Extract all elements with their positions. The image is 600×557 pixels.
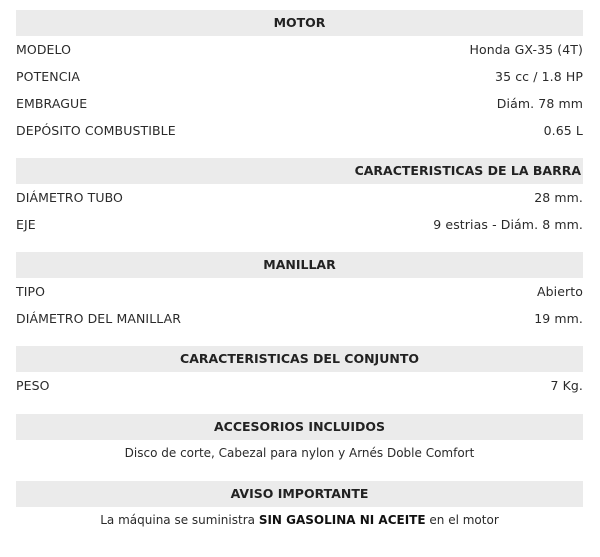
spec-row-peso: [16, 372, 583, 399]
aviso-text-before: La máquina se suministra: [100, 513, 255, 527]
spec-value: 0.65 L: [543, 123, 583, 138]
spec-label: POTENCIA: [16, 69, 81, 84]
spec-row-diametro-tubo: [16, 184, 583, 211]
barra-header: CARACTERISTICAS DE LA BARRA: [16, 158, 583, 184]
spec-label: EJE: [16, 217, 36, 232]
spec-row-potencia: [16, 63, 583, 90]
spec-label: PESO: [16, 378, 50, 393]
spec-label: DEPÓSITO COMBUSTIBLE: [16, 123, 176, 138]
spec-row-modelo: [16, 36, 583, 63]
aviso-header: AVISO IMPORTANTE: [16, 481, 583, 507]
motor-section: [16, 10, 583, 144]
manillar-section: [16, 252, 583, 332]
spec-label: TIPO: [16, 284, 46, 299]
conjunto-header: CARACTERISTICAS DEL CONJUNTO: [16, 346, 583, 372]
motor-header: MOTOR: [16, 10, 583, 36]
spec-value: Diám. 78 mm: [496, 96, 583, 111]
spec-label: EMBRAGUE: [16, 96, 88, 111]
spec-value: 7 Kg.: [550, 378, 583, 393]
accesorios-section: [16, 414, 583, 466]
conjunto-section: [16, 346, 583, 399]
spec-row-diametro-manillar: [16, 305, 583, 332]
spec-value: Abierto: [536, 284, 583, 299]
spec-row-embrague: [16, 90, 583, 117]
spec-row-tipo: [16, 278, 583, 305]
aviso-text: [16, 507, 583, 533]
spec-label: DIÁMETRO DEL MANILLAR: [16, 311, 182, 326]
spec-value: Honda GX-35 (4T): [469, 42, 583, 57]
aviso-text-after: en el motor: [429, 513, 499, 527]
accesorios-header: ACCESORIOS INCLUIDOS: [16, 414, 583, 440]
spec-label: MODELO: [16, 42, 72, 57]
spec-row-eje: [16, 211, 583, 238]
accesorios-text: Disco de corte, Cabezal para nylon y Arnés Doble Comfort: [124, 446, 475, 460]
spec-value: 35 cc / 1.8 HP: [495, 69, 583, 84]
aviso-section: [16, 481, 583, 533]
spec-value: 28 mm.: [534, 190, 583, 205]
manillar-header: MANILLAR: [16, 252, 583, 278]
spec-value: 19 mm.: [534, 311, 583, 326]
aviso-text-bold: SIN GASOLINA NI ACEITE: [258, 513, 426, 527]
spec-row-deposito: [16, 117, 583, 144]
barra-section: [16, 158, 583, 238]
spec-label: DIÁMETRO TUBO: [16, 190, 123, 205]
spec-value: 9 estrias - Diám. 8 mm.: [433, 217, 583, 232]
